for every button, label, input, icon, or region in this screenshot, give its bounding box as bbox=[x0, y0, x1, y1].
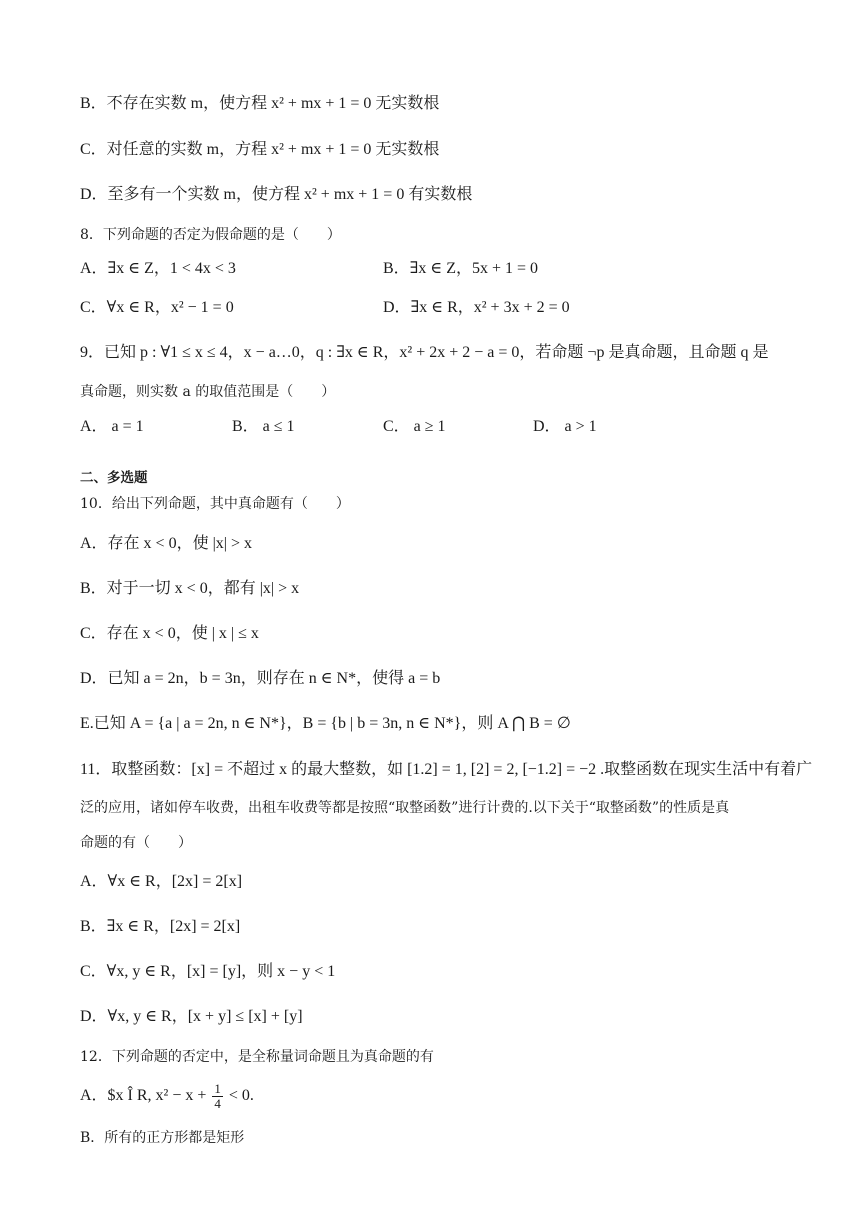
line-q7-option-c: C．对任意的实数 m，方程 x² + mx + 1 = 0 无实数根 bbox=[80, 141, 440, 158]
q11-option-a: A．∀x ∈ R，[2x] = 2[x] bbox=[80, 873, 243, 890]
q11-option-c: C．∀x, y ∈ R，[x] = [y]，则 x − y < 1 bbox=[80, 963, 336, 980]
q9-option-b: B． a ≤ 1 bbox=[232, 418, 295, 435]
section-heading-multi-choice: 二、多选题 bbox=[80, 470, 148, 486]
q12a-text-after-fraction: < 0. bbox=[228, 1087, 254, 1105]
q12-option-a bbox=[80, 1082, 254, 1111]
fraction-numerator: 1 bbox=[214, 1081, 221, 1096]
fraction-one-quarter bbox=[212, 1082, 223, 1111]
line-q7-option-b: B．不存在实数 m，使方程 x² + mx + 1 = 0 无实数根 bbox=[80, 95, 440, 112]
fraction-denominator: 4 bbox=[214, 1096, 221, 1111]
question-8-stem: 8．下列命题的否定为假命题的是（ ） bbox=[80, 227, 341, 243]
q10-option-b: B．对于一切 x < 0，都有 |x| > x bbox=[80, 580, 300, 597]
line-q7-option-d: D．至多有一个实数 m，使方程 x² + mx + 1 = 0 有实数根 bbox=[80, 186, 473, 203]
q12a-text-before-fraction: A．$x Î R, x² − x + bbox=[80, 1087, 207, 1105]
q8-option-d: D．∃x ∈ R，x² + 3x + 2 = 0 bbox=[383, 299, 570, 316]
q8-option-c: C．∀x ∈ R，x² − 1 = 0 bbox=[80, 299, 234, 316]
q10-option-c: C．存在 x < 0，使 | x | ≤ x bbox=[80, 625, 259, 642]
question-9-stem-line-2: 真命题，则实数 a 的取值范围是（ ） bbox=[80, 384, 336, 400]
question-10-stem: 10．给出下列命题，其中真命题有（ ） bbox=[80, 496, 350, 512]
q10-option-d: D．已知 a = 2n，b = 3n，则存在 n ∈ N*，使得 a = b bbox=[80, 670, 441, 687]
q8-option-a: A．∃x ∈ Z，1 < 4x < 3 bbox=[80, 260, 236, 277]
question-12-stem: 12．下列命题的否定中，是全称量词命题且为真命题的有 bbox=[80, 1049, 434, 1065]
q11-option-d: D．∀x, y ∈ R，[x + y] ≤ [x] + [y] bbox=[80, 1008, 303, 1025]
q10-option-e: E.已知 A = {a | a = 2n, n ∈ N*}，B = {b | b = 3n, n ∈ N*}，则 A ⋂ B = ∅ bbox=[80, 715, 571, 732]
question-11-stem-line-3: 命题的有（ ） bbox=[80, 835, 192, 851]
q11-option-b: B．∃x ∈ R，[2x] = 2[x] bbox=[80, 918, 241, 935]
q10-option-a: A．存在 x < 0，使 |x| > x bbox=[80, 535, 253, 552]
q8-option-b: B．∃x ∈ Z，5x + 1 = 0 bbox=[383, 260, 539, 277]
q9-option-c: C． a ≥ 1 bbox=[383, 418, 446, 435]
q9-option-a: A． a = 1 bbox=[80, 418, 144, 435]
question-11-stem-line-2: 泛的应用，诸如停车收费，出租车收费等都是按照“取整函数”进行计费的.以下关于“取整函数”的性质是真 bbox=[80, 800, 730, 816]
q12-option-b: B．所有的正方形都是矩形 bbox=[80, 1130, 245, 1146]
question-9-stem-line-1: 9．已知 p : ∀1 ≤ x ≤ 4，x − a…0，q : ∃x ∈ R，x² + 2x + 2 − a = 0，若命题 ¬p 是真命题，且命题 q 是 bbox=[80, 344, 769, 361]
question-11-stem-line-1: 11．取整函数：[x] = 不超过 x 的最大整数，如 [1.2] = 1, [2] = 2, [−1.2] = −2 .取整函数在现实生活中有着广 bbox=[80, 761, 813, 778]
q9-option-d: D． a > 1 bbox=[533, 418, 597, 435]
